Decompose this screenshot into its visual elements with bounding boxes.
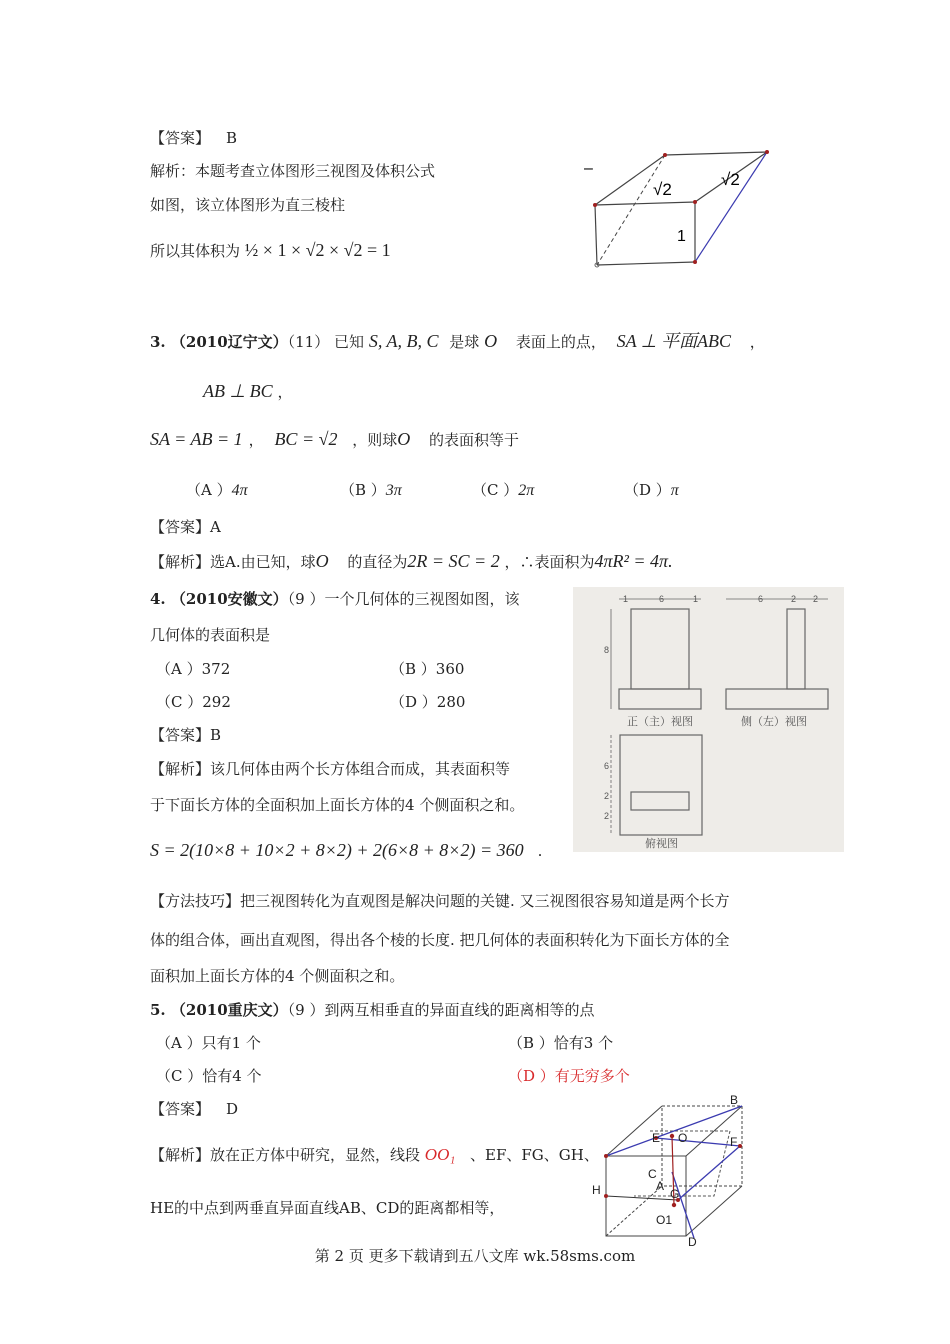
option: （C ）292 (156, 693, 231, 711)
dim-label: 6 (604, 761, 610, 771)
analysis-line: 于下面长方体的全面积加上面长方体的4 个侧面积之和。 (150, 796, 525, 814)
dim-label: 6 (659, 594, 665, 604)
option-correct: （D ）有无穷多个 (508, 1067, 630, 1085)
tips-line: 体的组合体，画出直观图，得出各个棱的长度. 把几何体的表面积转化为下面长方体的全 (150, 931, 730, 949)
dim-label: 1 (623, 594, 629, 604)
analysis-line: 【解析】选A.由已知，球O 的直径为2R = SC = 2 ，∴表面积为4πR² = 4π. (150, 551, 673, 571)
figure-label: √2 (653, 180, 672, 199)
option: （B ）3π (340, 481, 402, 499)
dim-label: 1 (693, 594, 699, 604)
question-4-stem: 几何体的表面积是 (150, 626, 271, 644)
figure-label: F (730, 1135, 738, 1149)
figure-label: – (584, 160, 593, 177)
tips-line: 【方法技巧】把三视图转化为直观图是解决问题的关键. 又三视图很容易知道是两个长方 (150, 892, 730, 910)
question-3-cond: AB ⊥ BC ， (203, 381, 293, 401)
option: （C ）恰有4 个 (156, 1067, 262, 1085)
figure-label: C (648, 1167, 657, 1181)
analysis-line: 如图，该立体图形为直三棱柱 (150, 196, 346, 214)
question-4-stem: 4. （2010安徽文）（9 ）一个几何体的三视图如图，该 (150, 590, 520, 608)
option: （B ）恰有3 个 (508, 1034, 614, 1052)
tips-line: 面积加上面长方体的4 个侧面积之和。 (150, 967, 405, 985)
figure-label: D (688, 1235, 697, 1249)
option: （A ）只有1 个 (156, 1034, 261, 1052)
figure-label: 1 (677, 228, 686, 245)
figure-label: A (656, 1179, 665, 1193)
dim-label: 2 (791, 594, 797, 604)
figure-label: O (678, 1131, 688, 1145)
dim-label: 2 (604, 811, 610, 821)
figure-label: E (652, 1131, 661, 1145)
answer-label: 【答案】 B (150, 129, 238, 147)
answer-label: 【答案】 D (150, 1100, 239, 1118)
figure-label: H (592, 1183, 601, 1197)
option: （D ）π (624, 481, 679, 499)
dim-label: 8 (604, 645, 610, 655)
question-3-stem: 3. （2010辽宁文）（11） 已知 S, A, B, C 是球 O 表面上的点， SA ⊥ 平面ABC ， (150, 331, 765, 351)
answer-label: 【答案】A (150, 518, 221, 536)
answer-label: 【答案】B (150, 726, 222, 744)
page-footer: 第 2 页 更多下载请到五八文库 wk.58sms.com (314, 1247, 636, 1265)
figure-label: O1 (656, 1213, 673, 1227)
question-3-cond: SA = AB = 1 ， BC = √2 ，则球O 的表面积等于 (150, 429, 520, 449)
figure-label: √2 (721, 170, 740, 189)
question-5-stem: 5. （2010重庆文）（9 ）到两互相垂直的异面直线的距离相等的点 (150, 1001, 595, 1019)
option: （A ）4π (186, 481, 248, 499)
option: （C ）2π (472, 481, 535, 499)
dim-label: 2 (604, 791, 610, 801)
view-caption: 俯视图 (645, 838, 678, 850)
volume-formula: ½ × 1 × √2 × √2 = 1 (244, 240, 391, 260)
figure-label: G (670, 1187, 680, 1201)
view-caption: 正（主）视图 (627, 716, 693, 728)
analysis-line: 【解析】该几何体由两个长方体组合而成，其表面积等 (150, 760, 511, 778)
volume-line: 所以其体积为 ½ × 1 × √2 × √2 = 1 (150, 240, 391, 260)
surface-formula: S = 2(10×8 + 10×2 + 8×2) + 2(6×8 + 8×2) = 360 . (150, 840, 543, 860)
analysis-line: 【解析】放在正方体中研究，显然，线段 OO₁ 、EF、FG、GH、 (150, 1145, 599, 1164)
analysis-line: HE的中点到两垂直异面直线AB、CD的距离都相等， (150, 1199, 505, 1217)
option: （A ）372 (156, 660, 231, 678)
dim-label: 6 (758, 594, 764, 604)
analysis-line: 解析：本题考查立体图形三视图及体积公式 (150, 162, 436, 180)
cube-figure (590, 1090, 760, 1250)
prism-figure (575, 145, 785, 275)
figure-label: B (730, 1093, 739, 1107)
option: （D ）280 (390, 693, 466, 711)
option: （B ）360 (390, 660, 465, 678)
dim-label: 2 (813, 594, 819, 604)
three-view-figure (573, 587, 844, 852)
view-caption: 侧（左）视图 (741, 716, 807, 728)
